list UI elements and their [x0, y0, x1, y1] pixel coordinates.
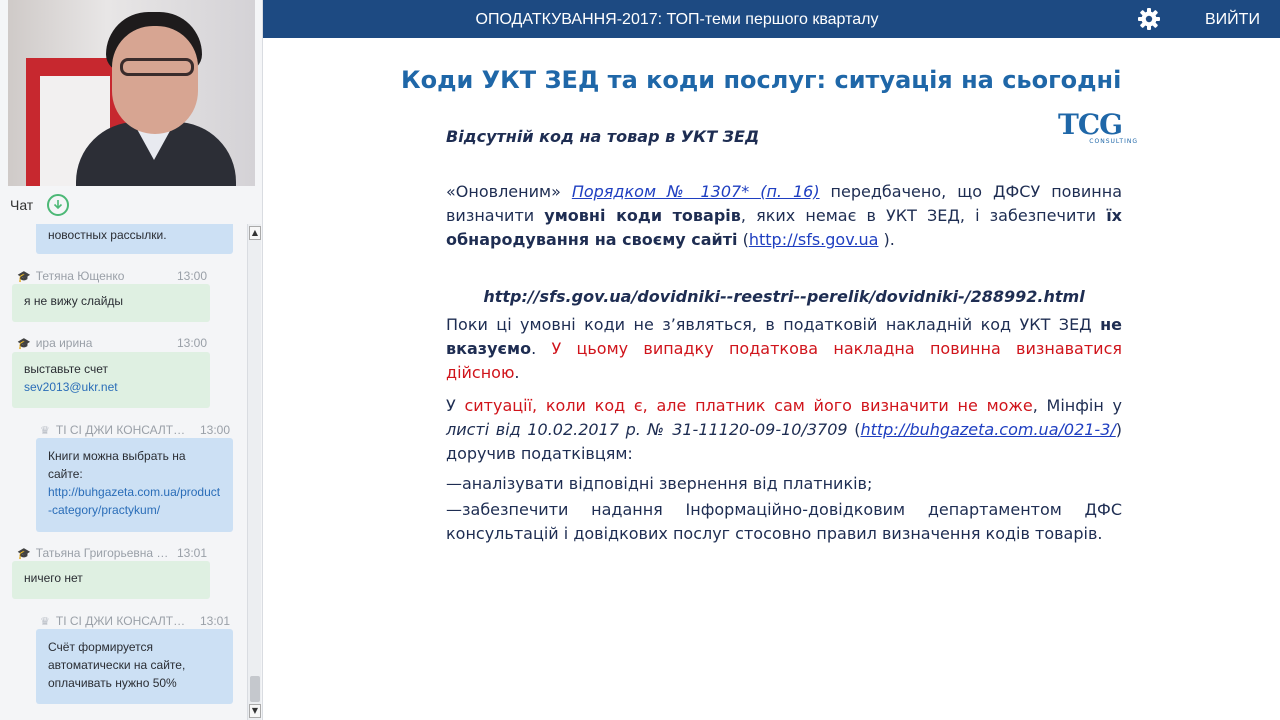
message-time: 13:00 [177, 269, 208, 283]
bullet-2: —забезпечити надання Інформаційно-довідковим департаментом ДФС консультацій і довідкових послуг стосовно правил визначення кодів товарів. [446, 500, 1122, 543]
message-bubble [12, 352, 210, 408]
message-time: 13:00 [200, 423, 231, 437]
message-author: Татьяна Григорьевна … [35, 546, 169, 560]
download-icon[interactable] [47, 194, 69, 216]
text: , Мінфін у [1032, 396, 1123, 415]
text: . [531, 339, 552, 358]
bold-text: не вказуємо [446, 315, 1122, 358]
user-icon: 🎓 [17, 270, 31, 283]
chat-messages[interactable] [0, 224, 247, 720]
message-text: новостных рассылки. [48, 228, 167, 242]
chat-scrollbar[interactable] [247, 224, 261, 720]
presentation-slide [263, 38, 1280, 720]
user-icon: 🎓 [17, 547, 31, 560]
highlight-text: ситуації, коли код є, але платник сам його визначити не може [464, 396, 1033, 415]
message-link[interactable]: http://buhgazeta.com.ua/product-category/practykum/ [48, 485, 221, 517]
message-author: ира ирина [35, 336, 93, 350]
message-bubble [12, 561, 210, 599]
paragraph-1 [446, 180, 1122, 252]
logout-button[interactable]: ВИЙТИ [1205, 11, 1260, 28]
message-time: 13:01 [177, 546, 208, 560]
message-text: я не вижу слайды [24, 294, 124, 308]
message-meta [40, 423, 233, 437]
message-bubble [36, 438, 233, 532]
message-text: ничего нет [24, 571, 83, 585]
italic-text: листі від 10.02.2017 р. № 31-11120-09-10/3709 [446, 420, 848, 439]
webinar-title: ОПОДАТКУВАННЯ-2017: ТОП-теми першого кварталу [475, 11, 879, 28]
message-author: ТІ СІ ДЖИ КОНСАЛТ… [55, 614, 186, 628]
message-text: выставьте счет [24, 362, 108, 376]
message-author: Тетяна Ющенко [35, 269, 125, 283]
chat-header [0, 186, 263, 224]
paragraph-3 [446, 394, 1122, 466]
procedure-link[interactable]: Порядком № 1307* (п. 16) [571, 182, 820, 201]
bold-text: умовні коди товарів [544, 206, 741, 225]
logo-sub: CONSULTING [1089, 138, 1138, 145]
text: ) доручив податківцям: [446, 420, 1123, 463]
slide-subheading: Відсутній код на товар в УКТ ЗЕД [446, 127, 760, 146]
presenter-video [8, 0, 255, 186]
message-text: Счёт формируется автоматически на сайте, оплачивать нужно 50% [48, 640, 186, 690]
message-bubble [36, 224, 233, 254]
text: ). [878, 230, 895, 249]
left-panel [0, 0, 263, 720]
moderator-crown-icon: ♛ [40, 424, 50, 437]
paragraph-2 [446, 313, 1122, 385]
top-bar [263, 0, 1280, 38]
text: ( [847, 420, 861, 439]
message-meta [17, 546, 210, 560]
moderator-crown-icon: ♛ [40, 615, 50, 628]
text: У [446, 396, 465, 415]
scroll-thumb[interactable] [250, 676, 260, 702]
message-link[interactable]: sev2013@ukr.net [24, 380, 118, 394]
text: Поки ці умовні коди не з’являться, в податковій накладній код УКТ ЗЕД [446, 315, 1101, 334]
user-icon: 🎓 [17, 337, 31, 350]
message-time: 13:00 [177, 336, 208, 350]
chat-title: Чат [10, 197, 34, 213]
scroll-up-arrow-icon[interactable]: ▲ [249, 226, 261, 240]
scroll-down-arrow-icon[interactable]: ▼ [249, 704, 261, 718]
text: «Оновленим» [446, 182, 572, 201]
bold-text: їх обнародування на своєму сайті [446, 206, 1122, 249]
message-bubble [36, 629, 233, 704]
text: передбачено, що ДФСУ повинна визначити [446, 182, 1122, 225]
message-bubble [12, 284, 210, 322]
message-meta [17, 336, 210, 350]
message-meta [17, 269, 210, 283]
message-time: 13:01 [200, 614, 231, 628]
logo-main: TCG [1058, 108, 1123, 141]
message-text: Книги можна выбрать на сайте: [48, 449, 186, 481]
gear-icon[interactable] [1137, 7, 1161, 31]
message-author: ТІ СІ ДЖИ КОНСАЛТ… [55, 423, 186, 437]
message-meta [40, 614, 233, 628]
text: ( [737, 230, 749, 249]
tcg-logo [1058, 108, 1138, 145]
text: . [514, 363, 520, 382]
text: , яких немає в УКТ ЗЕД, і забезпечити [740, 206, 1107, 225]
sfs-link[interactable]: http://sfs.gov.ua [748, 230, 879, 249]
bullet-1: —аналізувати відповідні звернення від платників; [446, 474, 873, 493]
buhgazeta-link[interactable]: http://buhgazeta.com.ua/021-3/ [860, 420, 1116, 439]
highlight-text: У цьому випадку податкова накладна повинна визнаватися дійсною [446, 339, 1123, 382]
slide-title: Коди УКТ ЗЕД та коди послуг: ситуація на сьогодні [401, 66, 1122, 94]
reference-url: http://sfs.gov.ua/dovidniki--reestri--perelik/dovidniki-/288992.html [483, 287, 1085, 306]
